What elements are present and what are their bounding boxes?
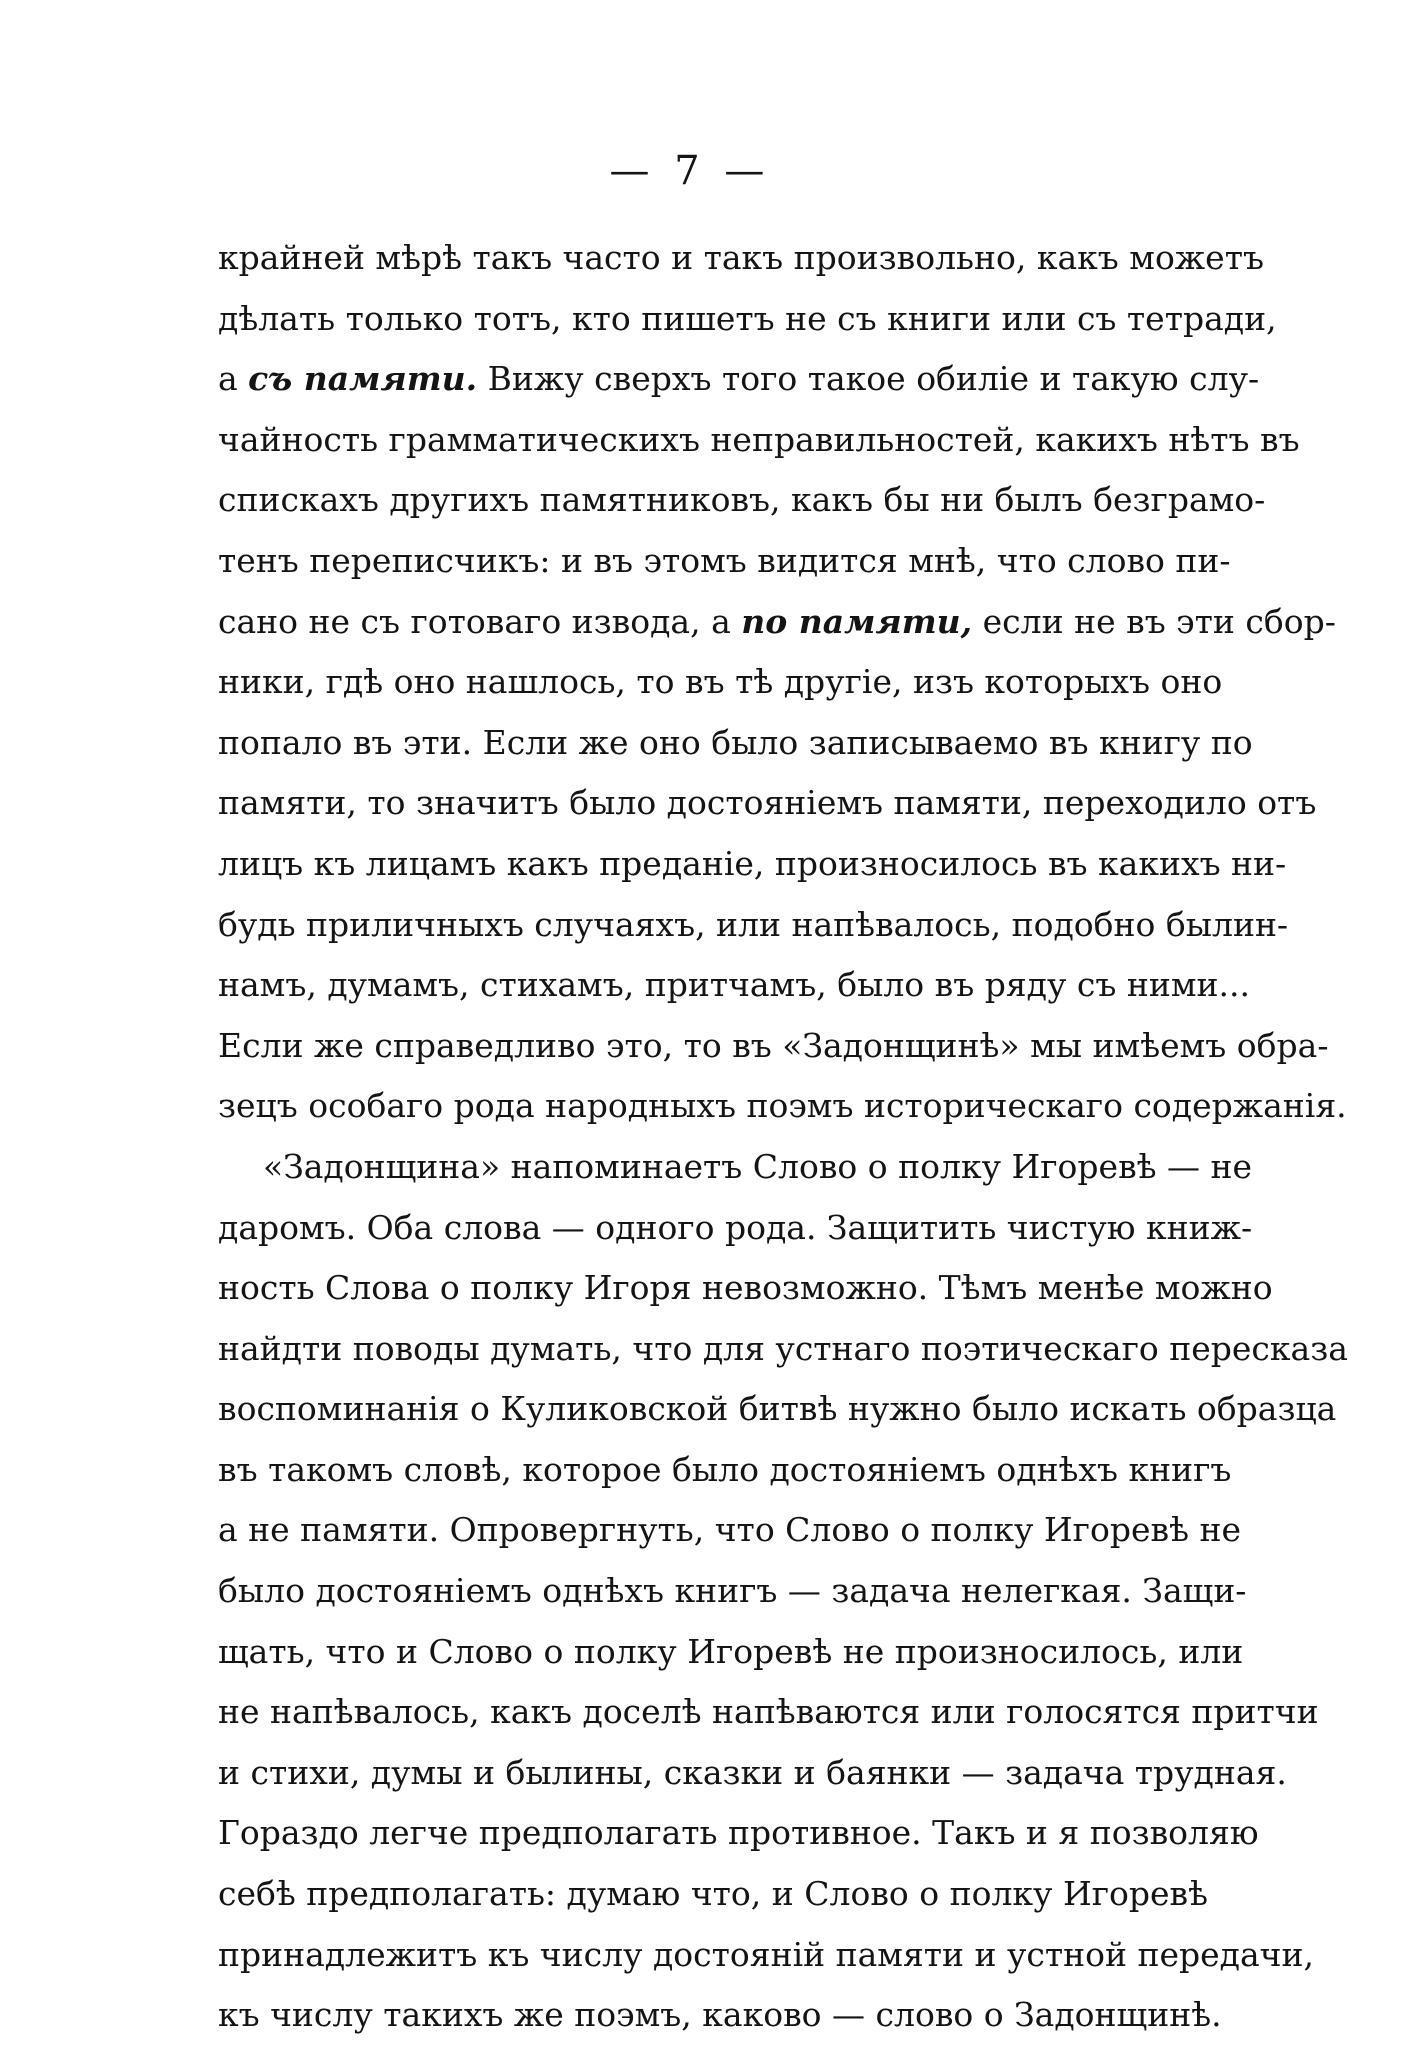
text-line: найдти поводы думать, что для устнаго поэтическаго пересказа bbox=[218, 1328, 1348, 1368]
text-segment: а bbox=[218, 359, 249, 399]
text-line: лицъ къ лицамъ какъ преданіе, произносилось въ какихъ ни- bbox=[218, 843, 1287, 883]
text-line: Гораздо легче предполагать противное. Такъ и я позволяю bbox=[218, 1813, 1259, 1853]
text-line: принадлежитъ къ числу достояній памяти и устной передачи, bbox=[218, 1934, 1314, 1974]
page-number: — 7 — bbox=[609, 148, 771, 194]
emphasized-text: по памяти, bbox=[741, 601, 973, 641]
text-line: къ числу такихъ же поэмъ, каково — слово о Задонщинѣ. bbox=[218, 1995, 1222, 2035]
text-line: щать, что и Слово о полку Игоревѣ не произносилось, или bbox=[218, 1631, 1244, 1671]
emphasized-text: съ памяти. bbox=[248, 359, 478, 399]
text-line: «Задонщина» напоминаетъ Слово о полку Игоревѣ — не bbox=[263, 1146, 1253, 1186]
text-line: воспоминанія о Куликовской битвѣ нужно было искать образца bbox=[218, 1389, 1337, 1429]
text-line: попало въ эти. Если же оно было записываемо въ книгу по bbox=[218, 722, 1253, 762]
text-segment: сано не съ готоваго извода, а bbox=[218, 601, 742, 641]
text-line: ники, гдѣ оно нашлось, то въ тѣ другіе, изъ которыхъ оно bbox=[218, 662, 1223, 702]
text-line: крайней мѣрѣ такъ часто и такъ произвольно, какъ можетъ bbox=[218, 238, 1264, 277]
text-line: себѣ предполагать: думаю что, и Слово о полку Игоревѣ bbox=[218, 1874, 1209, 1914]
text-line bbox=[218, 592, 1336, 653]
text-line: и стихи, думы и былины, сказки и баянки — задача трудная. bbox=[218, 1752, 1287, 1792]
text-line: памяти, то значитъ было достояніемъ памяти, переходило отъ bbox=[218, 783, 1317, 823]
body-text bbox=[218, 228, 1348, 2046]
text-line: въ такомъ словѣ, которое было достояніемъ однѣхъ книгъ bbox=[218, 1449, 1232, 1489]
text-line: зецъ особаго рода народныхъ поэмъ историческаго содержанія. bbox=[218, 1086, 1347, 1126]
text-line: спискахъ другихъ памятниковъ, какъ бы ни былъ безграмо- bbox=[218, 480, 1266, 520]
text-line: дѣлать только тотъ, кто пишетъ не съ книги или съ тетради, bbox=[218, 298, 1277, 338]
text-line: а не памяти. Опровергнуть, что Слово о полку Игоревѣ не bbox=[218, 1510, 1241, 1550]
text-line: было достояніемъ однѣхъ книгъ — задача нелегкая. Защи- bbox=[218, 1571, 1247, 1611]
text-segment: если не въ эти сбор- bbox=[972, 601, 1336, 641]
text-line bbox=[218, 349, 1260, 410]
text-segment: Вижу сверхъ того такое обиліе и такую слу- bbox=[477, 359, 1260, 399]
text-line: даромъ. Оба слова — одного рода. Защитить чистую книж- bbox=[218, 1207, 1253, 1247]
text-line: тенъ переписчикъ: и въ этомъ видится мнѣ, что слово пи- bbox=[218, 540, 1231, 580]
text-line: будь приличныхъ случаяхъ, или напѣвалось, подобно былин- bbox=[218, 904, 1289, 944]
paragraph bbox=[218, 1137, 1348, 2046]
text-line: чайность грамматическихъ неправильностей, какихъ нѣтъ въ bbox=[218, 419, 1300, 459]
paragraph bbox=[218, 228, 1347, 1137]
text-line: намъ, думамъ, стихамъ, притчамъ, было въ ряду съ ними... bbox=[218, 965, 1250, 1005]
text-line: не напѣвалось, какъ доселѣ напѣваются или голосятся притчи bbox=[218, 1692, 1319, 1732]
text-line: ность Слова о полку Игоря невозможно. Тѣмъ менѣе можно bbox=[218, 1268, 1273, 1308]
text-line: Если же справедливо это, то въ «Задонщинѣ» мы имѣемъ обра- bbox=[218, 1025, 1329, 1065]
